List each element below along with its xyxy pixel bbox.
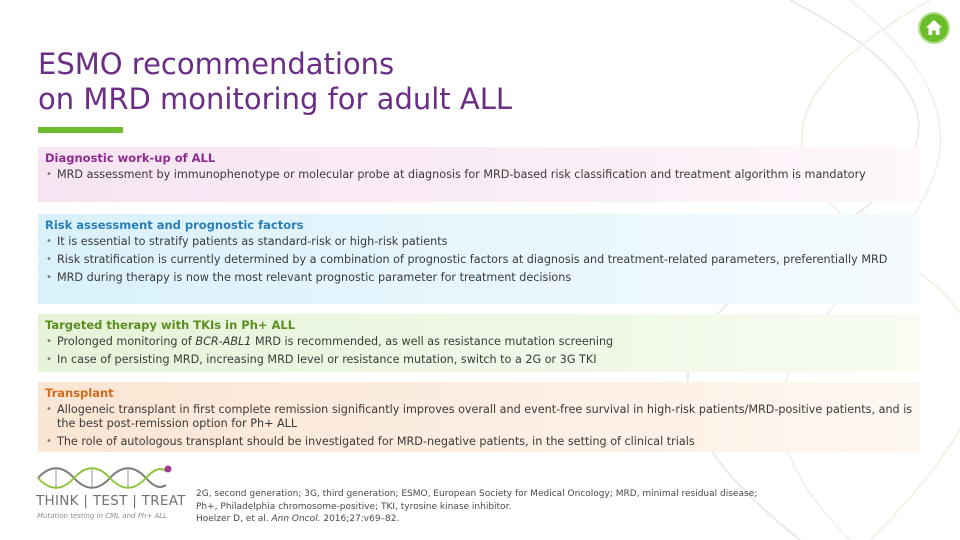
think-test-treat-logo [36, 463, 186, 525]
home-icon [924, 18, 944, 38]
abbreviations-line-2: Ph+, Philadelphia chromosome-positive; TKI, tyrosine kinase inhibitor. [196, 501, 512, 512]
bullet-item: • MRD during therapy is now the most relevant prognostic parameter for treatment decisions [45, 271, 913, 285]
bullet-text: MRD is recommended, as well as resistance mutation screening [251, 335, 614, 348]
bullet-item: • The role of autologous transplant should be investigated for MRD-negative patients, in the setting of clinical trials [45, 435, 913, 449]
bullet-list [45, 335, 913, 367]
logo-tagline: Mutation testing in CML and Ph+ ALL [37, 512, 168, 520]
reference-authors: Hoelzer D, et al. [196, 514, 272, 524]
logo-wordmark: THINK | TEST | TREAT [36, 493, 186, 509]
slide-title [38, 47, 738, 117]
dna-helix-icon [36, 463, 176, 493]
bullet-item: • MRD assessment by immunophenotype or molecular probe at diagnosis for MRD-based risk classification and treatment algorithm is mandatory [45, 168, 913, 182]
reference-details: 2016;27:v69–82. [320, 514, 400, 524]
section-heading: Diagnostic work-up of ALL [45, 151, 216, 165]
section-diagnostic-workup [38, 147, 920, 202]
section-heading: Risk assessment and prognostic factors [45, 218, 304, 232]
bullet-text: Prolonged monitoring of [57, 335, 196, 348]
bullet-list [45, 168, 913, 182]
bullet-item [45, 335, 913, 349]
footnotes [196, 488, 896, 526]
section-heading: Targeted therapy with TKIs in Ph+ ALL [45, 318, 296, 332]
home-button[interactable] [918, 12, 950, 44]
reference [196, 513, 896, 526]
section-risk-assessment [38, 214, 920, 304]
bullet-item: • It is essential to stratify patients as standard-risk or high-risk patients [45, 235, 913, 249]
section-targeted-therapy [38, 314, 920, 372]
section-transplant [38, 382, 920, 452]
bullet-list [45, 403, 913, 449]
title-underline [38, 127, 123, 133]
bullet-item: • Allogeneic transplant in first complete remission significantly improves overall and event-free survival in high-risk patients/MRD-positive patients, and is the best post-remission option for Ph+ ALL [45, 403, 913, 431]
slide-title-line-2: on MRD monitoring for adult ALL [38, 82, 513, 116]
bullet-list [45, 235, 913, 285]
bullet-item: • Risk stratification is currently determined by a combination of prognostic factors at diagnosis and treatment-related parameters, preferentially MRD [45, 253, 913, 267]
reference-journal: Ann Oncol. [271, 514, 321, 524]
gene-name: BCR-ABL1 [195, 335, 252, 348]
abbreviations-line-1: 2G, second generation; 3G, third generation; ESMO, European Society for Medical Oncology; MRD, minimal residual disease; [196, 489, 758, 499]
bullet-item: • In case of persisting MRD, increasing MRD level or resistance mutation, switch to a 2G or 3G TKI [45, 353, 913, 367]
slide-title-line-1: ESMO recommendations [38, 47, 395, 81]
section-heading: Transplant [45, 386, 114, 400]
